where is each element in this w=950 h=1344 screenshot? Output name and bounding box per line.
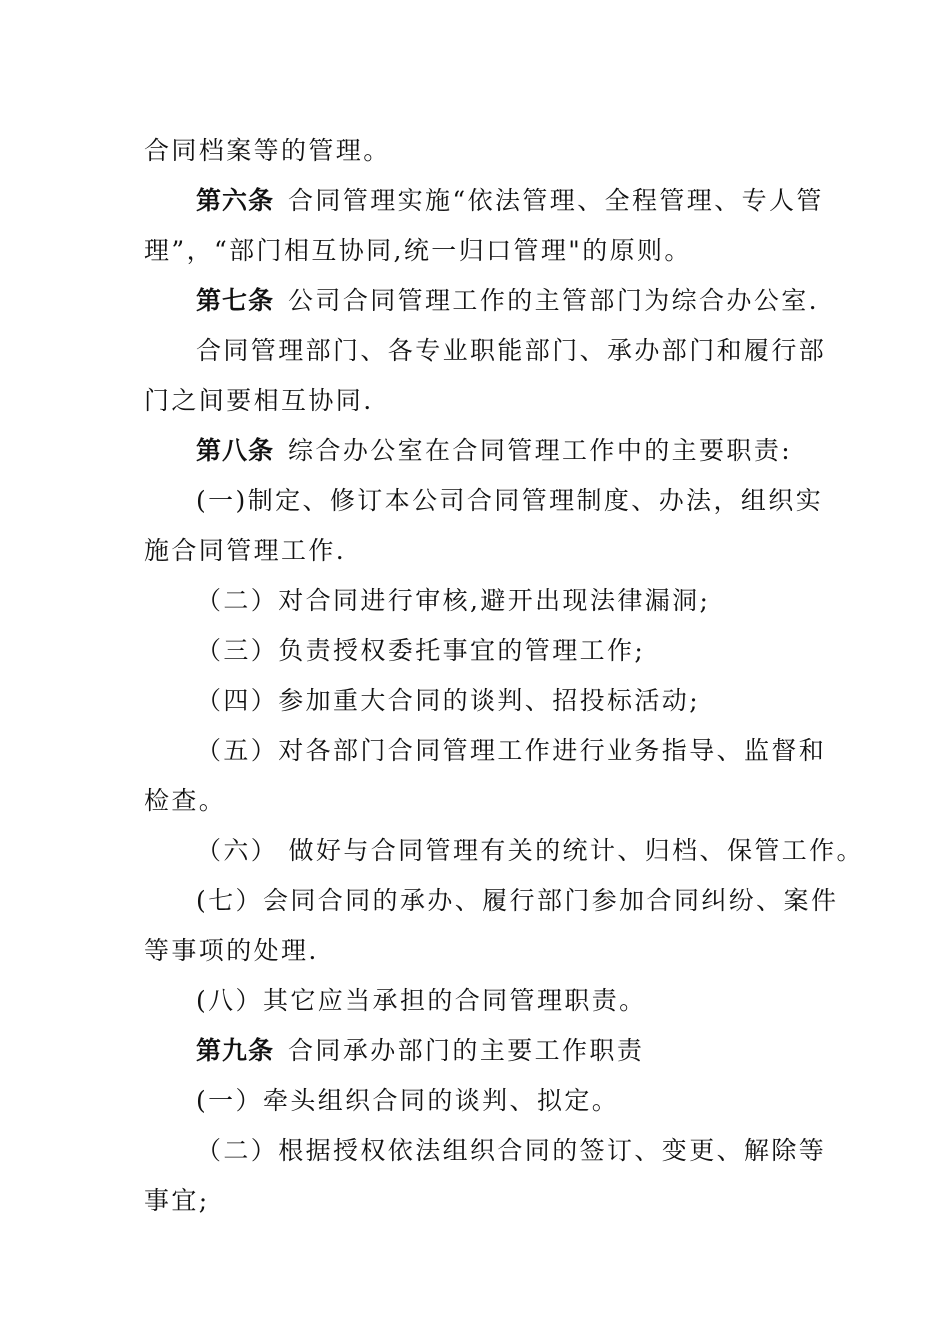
text-line: (一）牵头组织合同的谈判、拟定。	[196, 1086, 620, 1115]
text-line: （二）根据授权依法组织合同的签订、变更、解除等	[196, 1136, 827, 1165]
text-line: (七）会同合同的承办、履行部门参加合同纠纷、案件	[196, 886, 839, 915]
article-label: 第九条	[196, 1036, 275, 1065]
article-heading-line: 第六条 合同管理实施“依法管理、全程管理、专人管	[196, 186, 824, 215]
text-line: 合同档案等的管理。	[144, 136, 391, 165]
text-line: 检查。	[144, 786, 227, 815]
text-line: （六） 做好与合同管理有关的统计、归档、保管工作。	[196, 836, 864, 865]
text-line: (一)制定、修订本公司合同管理制度、办法，组织实	[196, 486, 824, 515]
article-heading-line: 第八条 综合办公室在合同管理工作中的主要职责:	[196, 436, 793, 465]
text-line: （四）参加重大合同的谈判、招投标活动;	[196, 686, 701, 715]
article-heading-line: 第九条 合同承办部门的主要工作职责	[196, 1036, 645, 1065]
text-line: 理”，“部门相互协同,统一归口管理"的原则。	[144, 236, 692, 265]
text-line: (八）其它应当承担的合同管理职责。	[196, 986, 647, 1015]
text-line: （五）对各部门合同管理工作进行业务指导、监督和	[196, 736, 827, 765]
article-label: 第八条	[196, 436, 275, 465]
text-line: 等事项的处理.	[144, 936, 319, 965]
text-line: 门之间要相互协同.	[144, 386, 374, 415]
text-line: 施合同管理工作.	[144, 536, 347, 565]
article-label: 第六条	[196, 186, 275, 215]
text-line: （三）负责授权委托事宜的管理工作;	[196, 636, 646, 665]
text-line: 合同管理部门、各专业职能部门、承办部门和履行部	[196, 336, 827, 365]
text-line: 事宜;	[144, 1186, 210, 1215]
article-heading-line: 第七条 公司合同管理工作的主管部门为综合办公室.	[196, 286, 819, 315]
text-line: （二）对合同进行审核,避开出现法律漏洞;	[196, 586, 711, 615]
article-label: 第七条	[196, 286, 275, 315]
